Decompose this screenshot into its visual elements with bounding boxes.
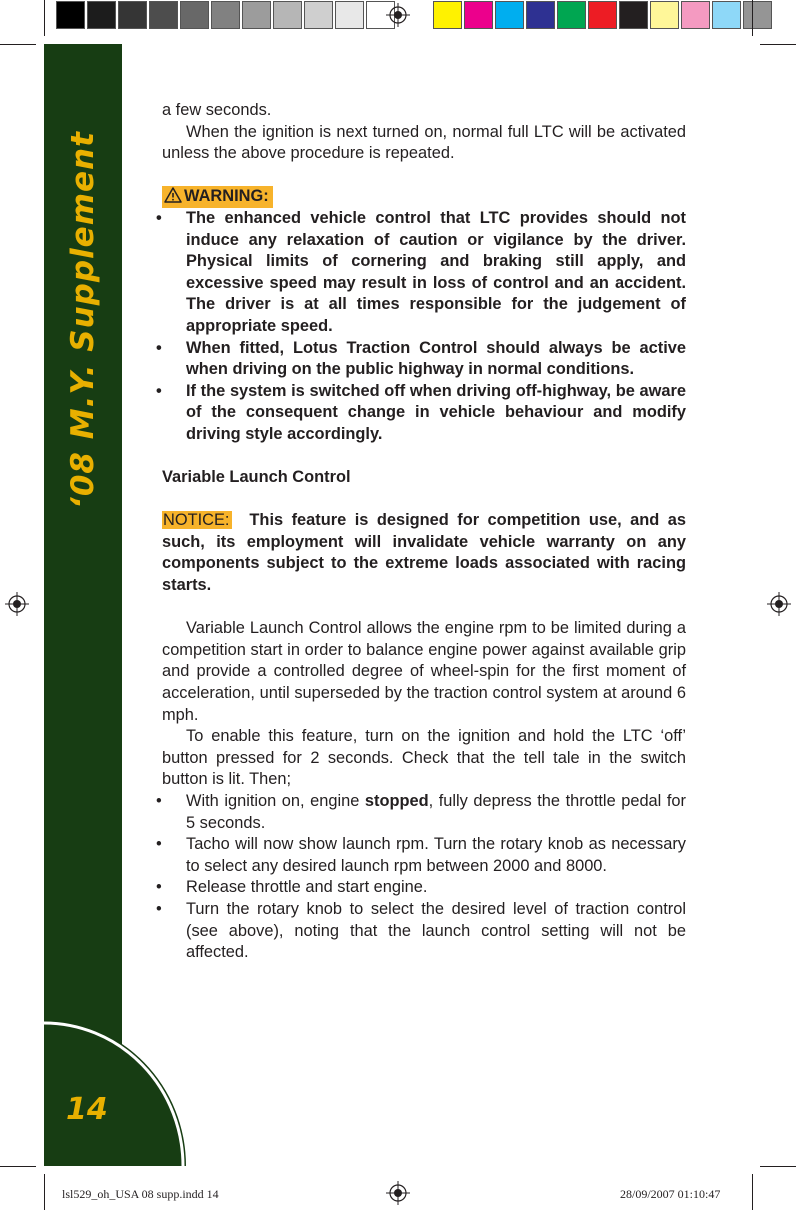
intro-text: a few seconds. bbox=[162, 101, 272, 119]
color-swatch bbox=[619, 1, 648, 29]
registration-mark-icon bbox=[386, 3, 410, 27]
registration-mark-icon bbox=[767, 592, 791, 616]
color-swatch bbox=[56, 1, 85, 29]
color-swatch bbox=[464, 1, 493, 29]
warning-badge bbox=[162, 186, 273, 208]
print-color-bar bbox=[56, 1, 774, 29]
step-item: • Tacho will now show launch rpm. Turn the rotary knob as necessary to select any desired launch rpm between 2000 and 8000. bbox=[162, 834, 686, 877]
description-text: Variable Launch Control allows the engine rpm to be limited during a competition start in order to balance engine power against available grip and provide a controlled degree of wheel-spin for the first moment of acceleration, until superseded by the traction control system at around 6 mph. bbox=[162, 619, 686, 724]
warning-item: • If the system is switched off when driving off-highway, be aware of the consequent change in vehicle behaviour and modify driving style accordingly. bbox=[162, 381, 686, 446]
color-swatch bbox=[526, 1, 555, 29]
crop-mark bbox=[0, 1166, 36, 1167]
warning-triangle-icon bbox=[164, 187, 182, 203]
color-swatch bbox=[180, 1, 209, 29]
color-swatch bbox=[588, 1, 617, 29]
footer-file-name: lsl529_oh_USA 08 supp.indd 14 bbox=[62, 1187, 219, 1201]
crop-mark bbox=[760, 1166, 796, 1167]
crop-mark bbox=[760, 44, 796, 45]
step-text: , fully depress the throttle pedal for 5 seconds. bbox=[186, 792, 686, 832]
notice-text: This feature is designed for competition use, and as such, its employment will invalidate vehicle warranty on any components subject to the extreme loads associated with racing starts. bbox=[162, 511, 687, 595]
step-item: • Release throttle and start engine. bbox=[162, 877, 686, 899]
page-number: 14 bbox=[66, 1092, 108, 1127]
main-text bbox=[162, 100, 686, 964]
color-swatch bbox=[495, 1, 524, 29]
registration-mark-icon bbox=[5, 592, 29, 616]
color-swatch bbox=[712, 1, 741, 29]
color-swatch bbox=[681, 1, 710, 29]
enable-text: To enable this feature, turn on the ignition and hold the LTC ‘off’ button pressed for 2 seconds. Check that the tell tale in the switch button is lit. Then; bbox=[162, 727, 686, 789]
crop-mark bbox=[752, 1174, 753, 1210]
step-emphasis: stopped bbox=[364, 792, 429, 810]
color-swatch bbox=[557, 1, 586, 29]
section-heading: Variable Launch Control bbox=[162, 468, 351, 487]
color-swatch bbox=[211, 1, 240, 29]
warning-item: • The enhanced vehicle control that LTC provides should not induce any relaxation of caution or vigilance by the driver. Physical limits of cornering and braking still apply, and excessive speed may result in loss of control and an accident. The driver is at all times responsible for the judgement of appropriate speed. bbox=[162, 208, 686, 338]
notice-paragraph bbox=[162, 510, 686, 596]
steps-list bbox=[162, 791, 686, 964]
crop-mark bbox=[0, 44, 36, 45]
supplement-title: ‘08 M.Y. Supplement bbox=[65, 131, 101, 509]
reactivation-text: When the ignition is next turned on, normal full LTC will be activated unless the above procedure is repeated. bbox=[162, 122, 686, 163]
notice-label: NOTICE: bbox=[162, 511, 232, 529]
step-item bbox=[162, 791, 686, 834]
color-swatch bbox=[743, 1, 772, 29]
color-swatch bbox=[242, 1, 271, 29]
warning-header bbox=[162, 186, 686, 208]
color-swatch bbox=[118, 1, 147, 29]
warning-label: WARNING: bbox=[184, 187, 269, 206]
crop-mark bbox=[44, 0, 45, 36]
crop-mark bbox=[752, 0, 753, 36]
color-swatch bbox=[650, 1, 679, 29]
warning-item: • When fitted, Lotus Traction Control should always be active when driving on the public highway in normal conditions. bbox=[162, 338, 686, 381]
color-swatch bbox=[335, 1, 364, 29]
color-swatch bbox=[304, 1, 333, 29]
footer-timestamp: 28/09/2007 01:10:47 bbox=[620, 1187, 721, 1201]
color-swatch bbox=[273, 1, 302, 29]
registration-mark-icon bbox=[386, 1181, 410, 1205]
color-swatch bbox=[149, 1, 178, 29]
warning-list bbox=[162, 208, 686, 446]
step-item: • Turn the rotary knob to select the desired level of traction control (see above), noting that the launch control setting will not be affected. bbox=[162, 899, 686, 964]
color-swatch bbox=[87, 1, 116, 29]
color-swatch bbox=[433, 1, 462, 29]
step-text: With ignition on, engine bbox=[186, 792, 365, 810]
crop-mark bbox=[44, 1174, 45, 1210]
